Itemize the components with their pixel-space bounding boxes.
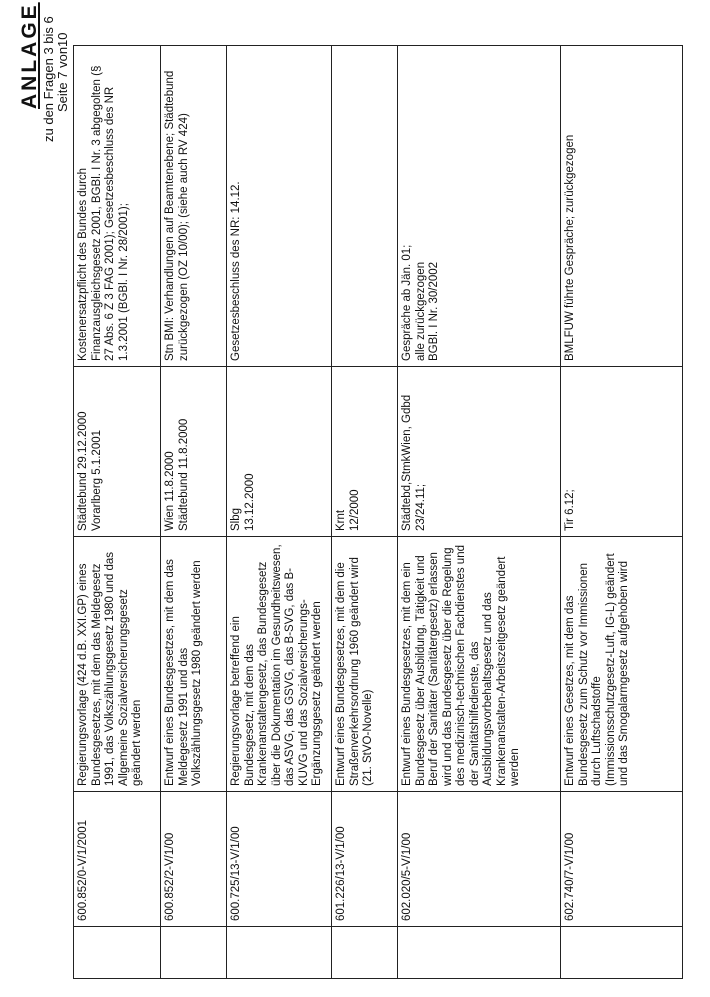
questions-reference: zu den Fragen 3 bis 6 xyxy=(41,16,56,142)
subject-cell: Regierungsvorlage betreffend ein Bundesgesetz, mit dem das Krankenanstaltengesetz, das Bundesgesetz über die Dokumentation im Gesundheitswesen, das ASVG, das GSVG, das B-SVG, das B-KUVG und das Sozialversicherungs-Ergänzungsgesetz geändert werden xyxy=(227,537,332,792)
empty-cell xyxy=(398,927,561,979)
subject-cell: Regierungsvorlage (424 d.B. XXI.GP) eines Bundesgesetzes, mit dem das Meldegesetz 1991, das Volkszählungsgesetz 1980 und das Allgemeine Sozialversicherungsgesetz geändert werden xyxy=(74,537,161,792)
parties-cell: Krnt 12/2000 xyxy=(332,367,398,537)
subject-cell: Entwurf eines Bundesgesetzes, mit dem die Straßenverkehrsordnung 1960 geändert wird (21. StVO-Novelle) xyxy=(332,537,398,792)
file-number-cell: 602.020/5-V/1/00 xyxy=(398,792,561,927)
table-row xyxy=(227,46,332,979)
table-row xyxy=(332,46,398,979)
table-row xyxy=(161,46,227,979)
subject-cell: Entwurf eines Bundesgesetzes, mit dem ein Bundesgesetz über Ausbildung, Tätigkeit und Beruf der Sanitäter (Sanitätergesetz) erlassen wird und das Bundesgesetz über die Regelung des medizinisch-technischen Fachdienstes und der Sanitätshilfedienste, das Ausbildungsvorbehaltsgesetz und das Krankenanstalten-Arbeitszeitgesetz geändert werden xyxy=(398,537,561,792)
file-number-cell: 601.226/13-V/1/00 xyxy=(332,792,398,927)
subject-cell: Entwurf eines Bundesgesetzes, mit dem das Meldegesetz 1991 und das Volkszählungsgesetz 1980 geändert werden xyxy=(161,537,227,792)
parties-cell: Städtebund 29.12.2000 Vorarlberg 5.1.2001 xyxy=(74,367,161,537)
table-row xyxy=(74,46,161,979)
parties-cell: Slbg 13.12.2000 xyxy=(227,367,332,537)
page-title: ANLAGE xyxy=(18,2,41,109)
legislation-table xyxy=(73,45,683,979)
subject-cell: Entwurf eines Gesetzes, mit dem das Bundesgesetz zum Schutz vor Immissionen durch Luftschadstoffe (Immissionsschutzgesetz-Luft, IG-L) geändert und das Smogalarmgesetz aufgehoben wird xyxy=(561,537,683,792)
empty-cell xyxy=(227,927,332,979)
empty-cell xyxy=(161,927,227,979)
table-row xyxy=(561,46,683,979)
file-number-cell: 602.740/7-V/1/00 xyxy=(561,792,683,927)
parties-cell: Tir 6.12; xyxy=(561,367,683,537)
file-number-cell: 600.852/2-V/1/00 xyxy=(161,792,227,927)
status-cell: Gespräche ab Jän. 01; alle zurückgezogen BGBl. I Nr. 30/2002 xyxy=(398,46,561,367)
file-number-cell: 600.725/13-V/1/00 xyxy=(227,792,332,927)
empty-cell xyxy=(332,927,398,979)
status-cell: BMLFUW führte Gespräche; zurückgezogen xyxy=(561,46,683,367)
page-number: Seite 7 von10 xyxy=(55,32,70,112)
table-row xyxy=(398,46,561,979)
parties-cell: Städtebd,StmkWien, Gdbd 23/24.11; xyxy=(398,367,561,537)
empty-cell xyxy=(74,927,161,979)
status-cell: Gesetzesbeschluss des NR: 14.12. xyxy=(227,46,332,367)
status-cell: Kostenersatzpflicht des Bundes durch Finanzausgleichsgesetz 2001, BGBl. I Nr. 3 abgegolten (§ 27 Abs. 6 Z 3 FAG 2001); Gesetzesbeschluss des NR 1.3.2001 (BGBl. I Nr. 28/2001); xyxy=(74,46,161,367)
status-cell xyxy=(332,46,398,367)
parties-cell: Wien 11.8.2000 Städtebund 11.8.2000 xyxy=(161,367,227,537)
status-cell: Stn BMI: Verhandlungen auf Beamtenebene; Städtebund zurückgezogen (OZ 10/00); (siehe auch RV 424) xyxy=(161,46,227,367)
empty-cell xyxy=(561,927,683,979)
file-number-cell: 600.852/0-V/1/2001 xyxy=(74,792,161,927)
